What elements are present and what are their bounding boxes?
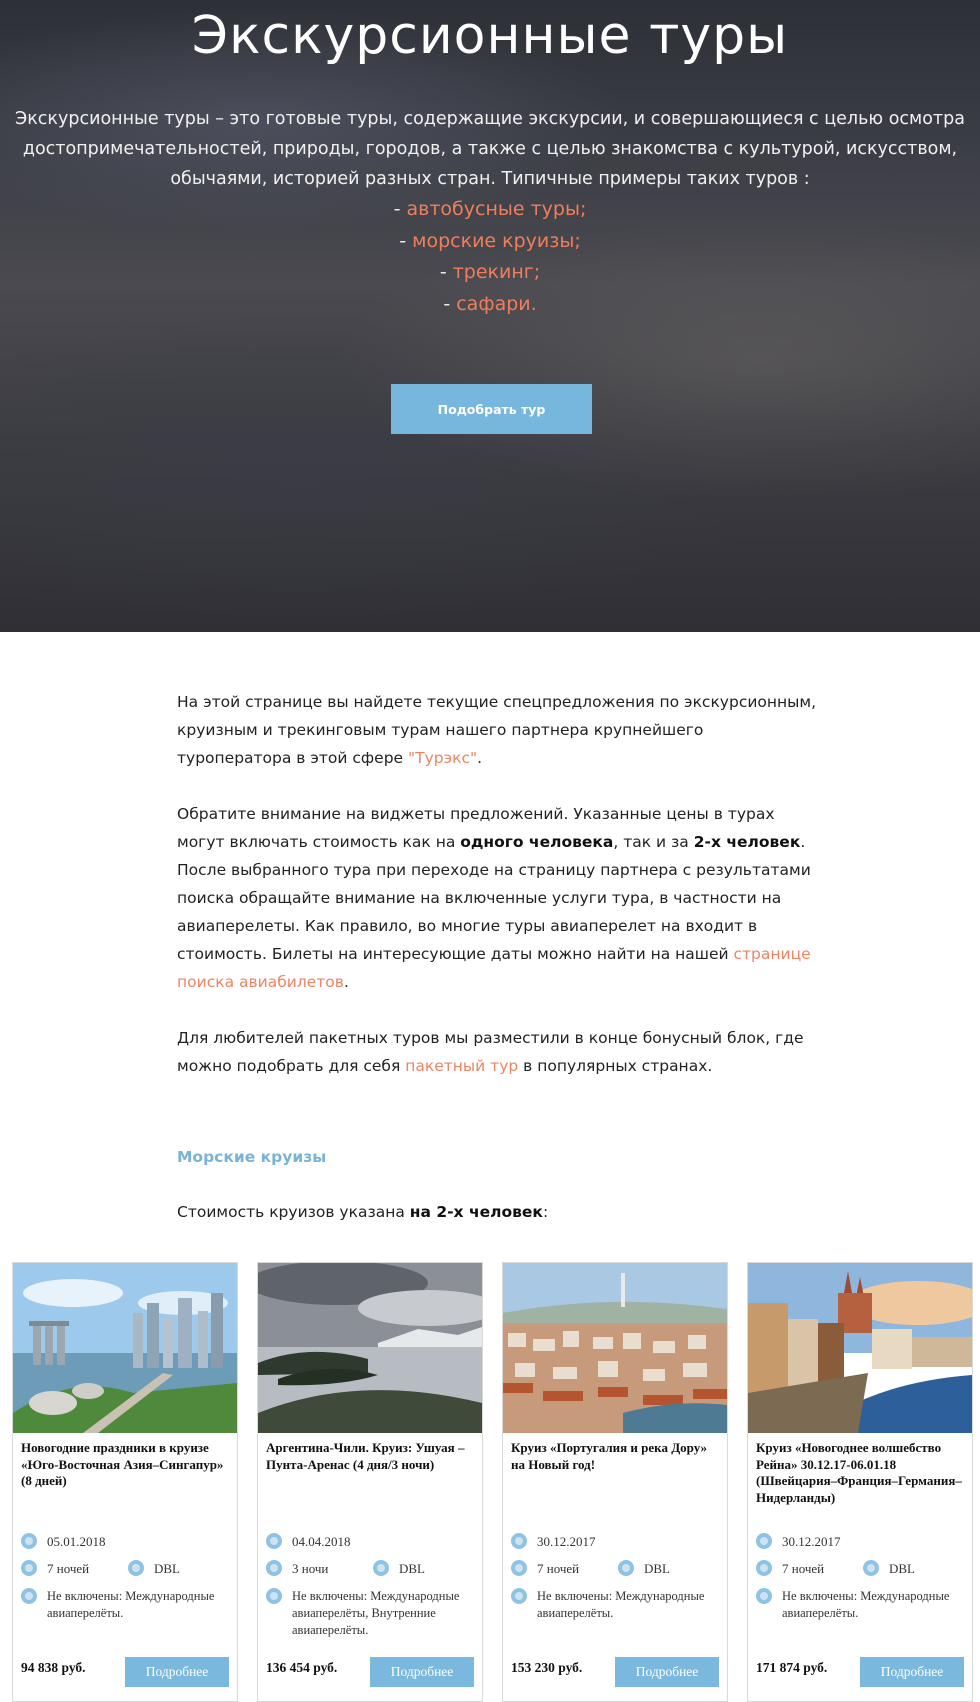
tour-not-included: Не включены: Международные авиаперелёты. — [756, 1588, 970, 1606]
tour-nights: 7 ночей — [756, 1560, 824, 1577]
tour-type-link-safari[interactable]: сафари. — [456, 292, 537, 315]
basel-rhine-photo[interactable] — [748, 1263, 972, 1433]
hero-description: Экскурсионные туры – это готовые туры, содержащие экскурсии, и совершающиеся с целью осмотра достопримечательностей, природы, городов, а также с целью знакомства с культурой, искусством, обычаями, историей разных стран. Типичные примеры таких туров : — [15, 109, 965, 189]
tour-date: 30.12.2017 — [511, 1533, 596, 1550]
tour-title[interactable]: Круиз «Португалия и река Дору» на Новый год! — [511, 1440, 708, 1472]
calendar-icon — [266, 1533, 282, 1549]
tour-title[interactable]: Новогодние праздники в круизе «Юго-Восточная Азия–Сингапур» (8 дней) — [21, 1440, 224, 1488]
tour-card — [257, 1262, 483, 1702]
intro-paragraph-1: На этой странице вы найдете текущие спецпредложения по экскурсионным, круизным и трекинговым турам нашего партнера крупнейшего туроператора в этой сфере "Турэкс". — [177, 693, 817, 767]
tour-type-item: - морские круизы; — [399, 229, 581, 252]
tour-title[interactable]: Круиз «Новогоднее волшебство Рейна» 30.12.17-06.01.18 (Швейцария–Франция–Германия–Нидерланды) — [756, 1440, 962, 1505]
details-button[interactable]: Подробнее — [125, 1657, 229, 1687]
tour-nights: 7 ночей — [21, 1560, 89, 1577]
tour-type-item: - сафари. — [443, 292, 537, 315]
porto-city-photo[interactable] — [503, 1263, 727, 1433]
find-tour-button[interactable]: Подобрать тур — [391, 384, 592, 434]
details-button[interactable]: Подробнее — [615, 1657, 719, 1687]
bed-icon — [618, 1560, 634, 1576]
plane-icon — [21, 1588, 37, 1604]
moon-icon — [21, 1560, 37, 1576]
package-tour-link[interactable]: пакетный тур — [405, 1057, 519, 1075]
calendar-icon — [756, 1533, 772, 1549]
tour-nights: 7 ночей — [511, 1560, 579, 1577]
moon-icon — [266, 1560, 282, 1576]
tour-room: DBL — [128, 1560, 180, 1577]
tour-room: DBL — [618, 1560, 670, 1577]
patagonia-lake-photo[interactable] — [258, 1263, 482, 1433]
tour-price: 94 838 руб. — [21, 1660, 86, 1675]
plane-icon — [756, 1588, 772, 1604]
bed-icon — [373, 1560, 389, 1576]
calendar-icon — [21, 1533, 37, 1549]
intro-text — [177, 688, 817, 1108]
tour-card — [12, 1262, 238, 1702]
intro-paragraph-2: Обратите внимание на виджеты предложений. Указанные цены в турах могут включать стоимость как на одного человека, так и за 2-х человек. После выбранного тура при переходе на страницу партнера с результатами поиска обращайте внимание на включенные услуги тура, в частности на авиаперелеты. Как правило, во многие туры авиаперелет на входит в стоимость. Билеты на интересующие даты можно найти на нашей странице поиска авиабилетов. — [177, 805, 811, 991]
moon-icon — [511, 1560, 527, 1576]
page-title: Экскурсионные туры — [191, 6, 789, 66]
tour-types-list — [0, 194, 980, 320]
singapore-marina-photo[interactable] — [13, 1263, 237, 1433]
hero-section — [0, 0, 980, 632]
plane-icon — [511, 1588, 527, 1604]
details-button[interactable]: Подробнее — [370, 1657, 474, 1687]
tour-room: DBL — [373, 1560, 425, 1577]
tour-not-included: Не включены: Международные авиаперелёты. — [511, 1588, 725, 1606]
turex-link[interactable]: "Турэкс" — [408, 749, 478, 767]
details-button[interactable]: Подробнее — [860, 1657, 964, 1687]
tour-not-included: Не включены: Международные авиаперелёты. — [21, 1588, 235, 1606]
plane-icon — [266, 1588, 282, 1604]
tour-type-item: - автобусные туры; — [393, 198, 587, 220]
calendar-icon — [511, 1533, 527, 1549]
tour-date: 30.12.2017 — [756, 1533, 841, 1550]
tour-title[interactable]: Аргентина-Чили. Круиз: Ушуая – Пунта-Аренас (4 дня/3 ночи) — [266, 1440, 465, 1472]
bed-icon — [128, 1560, 144, 1576]
flight-search-link[interactable]: странице поиска авиабилетов — [177, 945, 811, 991]
moon-icon — [756, 1560, 772, 1576]
tour-type-link-trekking[interactable]: трекинг; — [452, 261, 541, 283]
tour-price: 171 874 руб. — [756, 1660, 828, 1675]
tour-price: 153 230 руб. — [511, 1660, 583, 1675]
cruise-cards — [12, 1262, 980, 1691]
tour-card — [747, 1262, 973, 1702]
bed-icon — [863, 1560, 879, 1576]
tour-type-item: - трекинг; — [439, 261, 541, 283]
section-title-cruises: Морские круизы — [177, 1148, 327, 1166]
tour-nights: 3 ночи — [266, 1560, 328, 1577]
tour-date: 05.01.2018 — [21, 1533, 106, 1550]
tour-room: DBL — [863, 1560, 915, 1577]
tour-not-included: Не включены: Международные авиаперелёты, Внутренние авиаперелёты. — [266, 1588, 480, 1606]
price-note: Стоимость круизов указана на 2-х человек: — [177, 1203, 549, 1221]
tour-price: 136 454 руб. — [266, 1660, 338, 1675]
tour-type-link-cruise[interactable]: морские круизы; — [412, 229, 581, 252]
intro-paragraph-3: Для любителей пакетных туров мы разместили в конце бонусный блок, где можно подобрать для себя пакетный тур в популярных странах. — [177, 1029, 804, 1075]
tour-card — [502, 1262, 728, 1702]
tour-type-link-bus[interactable]: автобусные туры; — [406, 198, 587, 220]
tour-date: 04.04.2018 — [266, 1533, 351, 1550]
